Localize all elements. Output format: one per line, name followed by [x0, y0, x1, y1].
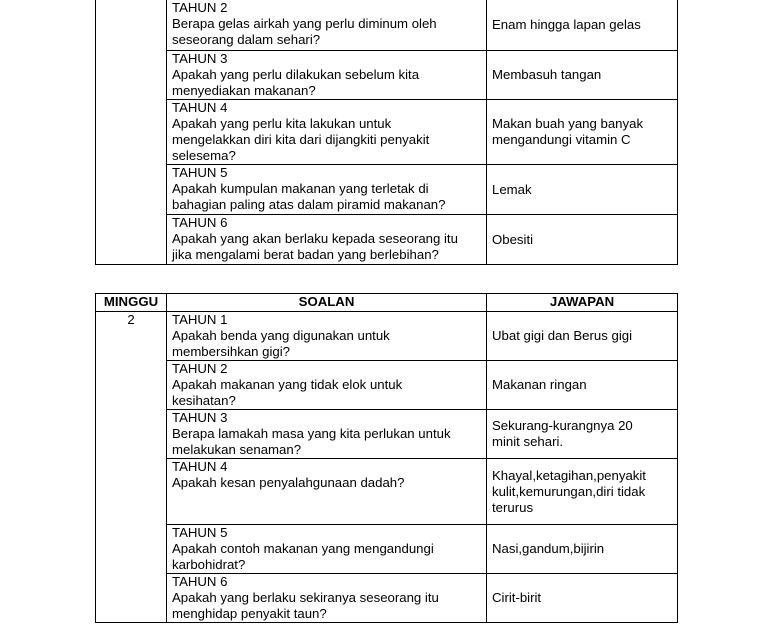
question-text: Apakah yang akan berlaku kepada seseorang itu	[172, 231, 458, 246]
table-row	[96, 100, 678, 165]
question-cell	[167, 165, 487, 215]
table-row	[96, 51, 678, 100]
table-row	[96, 165, 678, 215]
question-text: Apakah kesan penyalahgunaan dadah?	[172, 475, 405, 490]
question-text: Apakah yang perlu kita lakukan untuk	[172, 116, 392, 131]
answer-text: kulit,kemurungan,diri tidak	[492, 483, 646, 499]
column-header-question: SOALAN	[167, 294, 487, 312]
quiz-table-week-2	[95, 293, 678, 623]
question-cell	[167, 312, 487, 361]
question-cell	[167, 100, 487, 165]
quiz-table-week-1	[95, 0, 678, 265]
table-row	[96, 574, 678, 623]
answer-cell	[487, 51, 678, 100]
year-label: TAHUN 3	[172, 51, 228, 66]
year-label: TAHUN 5	[172, 525, 228, 540]
question-cell	[167, 0, 487, 51]
table-row	[96, 312, 678, 361]
answer-cell	[487, 312, 678, 361]
table-row	[96, 459, 678, 525]
table-row	[96, 215, 678, 265]
year-label: TAHUN 4	[172, 459, 228, 474]
answer-cell	[487, 410, 678, 459]
answer-text: Cirit-birit	[492, 590, 542, 605]
question-text: kesihatan?	[172, 393, 236, 408]
question-cell	[167, 215, 487, 265]
question-text: seseorang dalam sehari?	[172, 32, 321, 47]
table-header	[96, 294, 678, 312]
answer-text: Membasuh tangan	[492, 67, 602, 82]
question-cell	[167, 410, 487, 459]
question-text: Berapa lamakah masa yang kita perlukan untuk	[172, 426, 451, 441]
answer-cell	[487, 574, 678, 623]
question-cell	[167, 459, 487, 525]
answer-cell	[487, 215, 678, 265]
week-cell	[96, 0, 167, 265]
question-text: karbohidrat?	[172, 557, 246, 572]
year-label: TAHUN 6	[172, 215, 228, 230]
table-row	[96, 0, 678, 51]
answer-text: minit sehari.	[492, 434, 564, 449]
answer-text: Makanan ringan	[492, 377, 587, 392]
answer-text: Makan buah yang banyak	[492, 116, 644, 131]
year-label: TAHUN 2	[172, 0, 228, 15]
quiz-table-body	[96, 312, 678, 623]
question-text: menghidap penyakit taun?	[172, 606, 327, 621]
question-cell	[167, 51, 487, 100]
year-label: TAHUN 1	[172, 312, 228, 327]
question-text: Apakah makanan yang tidak elok untuk	[172, 377, 403, 392]
question-text: jika mengalami berat badan yang berlebihan?	[172, 247, 439, 262]
column-header-week: MINGGU	[96, 294, 167, 312]
question-text: Apakah kumpulan makanan yang terletak di	[172, 181, 429, 196]
year-label: TAHUN 4	[172, 100, 228, 115]
answer-cell	[487, 525, 678, 574]
answer-text: Nasi,gandum,bijirin	[492, 541, 605, 556]
answer-text: Enam hingga lapan gelas	[492, 17, 641, 32]
question-cell	[167, 361, 487, 410]
year-label: TAHUN 2	[172, 361, 228, 376]
header-row	[96, 294, 678, 312]
question-text: membersihkan gigi?	[172, 344, 291, 359]
week-number: 2	[127, 312, 135, 327]
question-text: bahagian paling atas dalam piramid makanan?	[172, 197, 446, 212]
question-cell	[167, 525, 487, 574]
answer-cell	[487, 361, 678, 410]
answer-cell	[487, 459, 678, 525]
year-label: TAHUN 5	[172, 165, 228, 180]
quiz-table-body	[96, 0, 678, 265]
year-label: TAHUN 3	[172, 410, 228, 425]
question-text: Berapa gelas airkah yang perlu diminum oleh	[172, 16, 437, 31]
answer-text: Khayal,ketagihan,penyakit	[492, 467, 646, 483]
answer-cell	[487, 165, 678, 215]
table-row	[96, 525, 678, 574]
question-text: menyediakan makanan?	[172, 83, 316, 98]
answer-text: Lemak	[492, 181, 532, 197]
answer-text: Obesiti	[492, 231, 534, 247]
question-text: melakukan senaman?	[172, 442, 302, 457]
answer-text: terurus	[492, 499, 534, 515]
question-text: Apakah yang perlu dilakukan sebelum kita	[172, 67, 420, 82]
table-row	[96, 361, 678, 410]
answer-cell	[487, 0, 678, 51]
answer-text: Ubat gigi dan Berus gigi	[492, 328, 633, 343]
question-text: Apakah yang berlaku sekiranya seseorang itu	[172, 590, 439, 605]
question-cell	[167, 574, 487, 623]
answer-text: Sekurang-kurangnya 20	[492, 418, 633, 433]
question-text: mengelakkan diri kita dari dijangkiti penyakit	[172, 132, 430, 147]
year-label: TAHUN 6	[172, 574, 228, 589]
question-text: Apakah contoh makanan yang mengandungi	[172, 541, 434, 556]
column-header-answer: JAWAPAN	[487, 294, 678, 312]
question-text: Apakah benda yang digunakan untuk	[172, 328, 390, 343]
answer-cell	[487, 100, 678, 165]
question-text: selesema?	[172, 148, 236, 163]
week-cell	[96, 312, 167, 623]
answer-text: mengandungi vitamin C	[492, 132, 631, 147]
table-row	[96, 410, 678, 459]
